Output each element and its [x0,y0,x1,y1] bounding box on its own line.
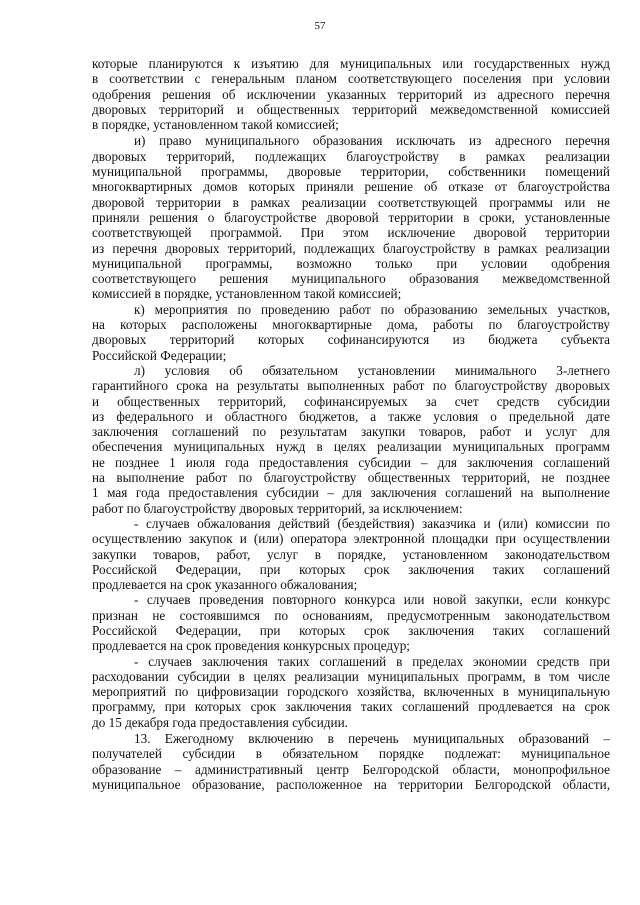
text-line: соответствующего решения муниципального образования межведомственной [92,271,610,287]
text-line: расходовании субсидии в целях реализации муниципальных программ, в том числе [92,668,610,684]
text-line: дворовых территорий и общественных территорий межведомственной комиссией [92,101,610,117]
text-line: образование – административный центр Белгородской области, монопрофильное [92,761,610,777]
text-line: мероприятий по цифровизации городского хозяйства, включенных в муниципальную [92,684,610,700]
text-line: в порядке, установленном такой комиссией; [92,117,339,133]
text-line: дворовой территории в рамках реализации соответствующей программы или не [92,194,610,210]
text-line: из федерального и областного бюджетов, а также условия о предельной дате [92,408,610,424]
text-line: на которых расположены многоквартирные дома, работы по благоустройству [92,317,610,333]
text-line: до 15 декабря года предоставления субсидии. [92,714,348,730]
text-line: заключения соглашений по результатам закупки товаров, работ и услуг для [92,424,610,440]
text-line: муниципальной программы, дворовые территории, собственники помещений [92,164,610,180]
text-line: Российской Федерации; [92,347,227,363]
text-line: муниципальной программы, возможно только при условии одобрения [92,255,610,271]
exception-3-start: - случаев заключения таких соглашений в пределах экономии средств при [134,653,610,669]
exception-2-start: - случаев проведения повторного конкурса или новой закупки, если конкурс [134,592,610,608]
text-line: Российской Федерации, при которых срок заключения таких соглашений [92,622,610,638]
paragraph-13-start: 13. Ежегодному включению в перечень муниципальных образований – [134,731,610,747]
text-line: на выполнение работ по благоустройству общественных территорий, не позднее [92,470,610,486]
text-line: осуществлению закупок и (или) оператора электронной площадки при осуществлении [92,531,610,547]
page-number: 57 [314,20,326,32]
exception-1-start: - случаев обжалования действий (бездействия) заказчика и (или) комиссии по [134,515,610,531]
text-line: из перечня дворовых территорий, подлежащих благоустройству в рамках реализации [92,240,610,256]
text-line: обеспечения муниципальных нужд в целях реализации муниципальных программ [92,439,610,455]
text-line: дворовых территорий, подлежащих благоустройству в рамках реализации [92,148,610,164]
text-line: многоквартирных домов которых приняли решение об отказе от благоустройства [92,179,610,195]
text-line: одобрения решения об исключении указанных территорий из адресного перечня [92,86,610,102]
text-line: закупки товаров, работ, услуг в порядке, установленном законодательством [92,546,610,562]
paragraph-l-start: л) условия об обязательном установлении минимального 3-летнего [134,362,610,378]
text-line: работ по благоустройству дворовых территорий, за исключением: [92,500,463,516]
text-line: 1 мая года предоставления субсидии – для заключения соглашений на выполнение [92,485,610,501]
body-text [92,56,610,792]
text-line: в соответствии с генеральным планом соответствующего поселения при условии [92,71,610,87]
text-line: муниципальное образование, расположенное на территории Белгородской области, [92,776,610,792]
text-line: программу, при которых срок заключения таких соглашений продлевается на срок [92,699,610,715]
text-line: продлевается на срок проведения конкурсных процедур; [92,638,410,654]
text-line: получателей субсидии в обязательном порядке подлежат: муниципальное [92,746,610,762]
text-line: продлевается на срок указанного обжалования; [92,577,358,593]
paragraph-k-start: к) мероприятия по проведению работ по образованию земельных участков, [134,301,610,317]
text-line: гарантийного срока на результаты выполненных работ по благоустройству дворовых [92,378,610,394]
text-line: которые планируются к изъятию для муниципальных или государственных нужд [92,56,610,71]
text-line: дворовых территорий которых софинансируются из бюджета субъекта [92,332,610,348]
text-line: признан не состоявшимся по основаниям, предусмотренным законодательством [92,607,610,623]
text-line: соответствующей программой. При этом исключение дворовой территории [92,225,610,241]
paragraph-i-start: и) право муниципального образования исключать из адресного перечня [134,133,610,149]
text-line: не позднее 1 июля года предоставления субсидии – для заключения соглашений [92,454,610,470]
text-line: Российской Федерации, при которых срок заключения таких соглашений [92,561,610,577]
text-line: и общественных территорий, софинансируемых за счет средств субсидии [92,393,610,409]
text-line: приняли решения о благоустройстве дворовой территории в сроки, установленные [92,209,610,225]
text-line: комиссией в порядке, установленном такой комиссией; [92,286,402,302]
